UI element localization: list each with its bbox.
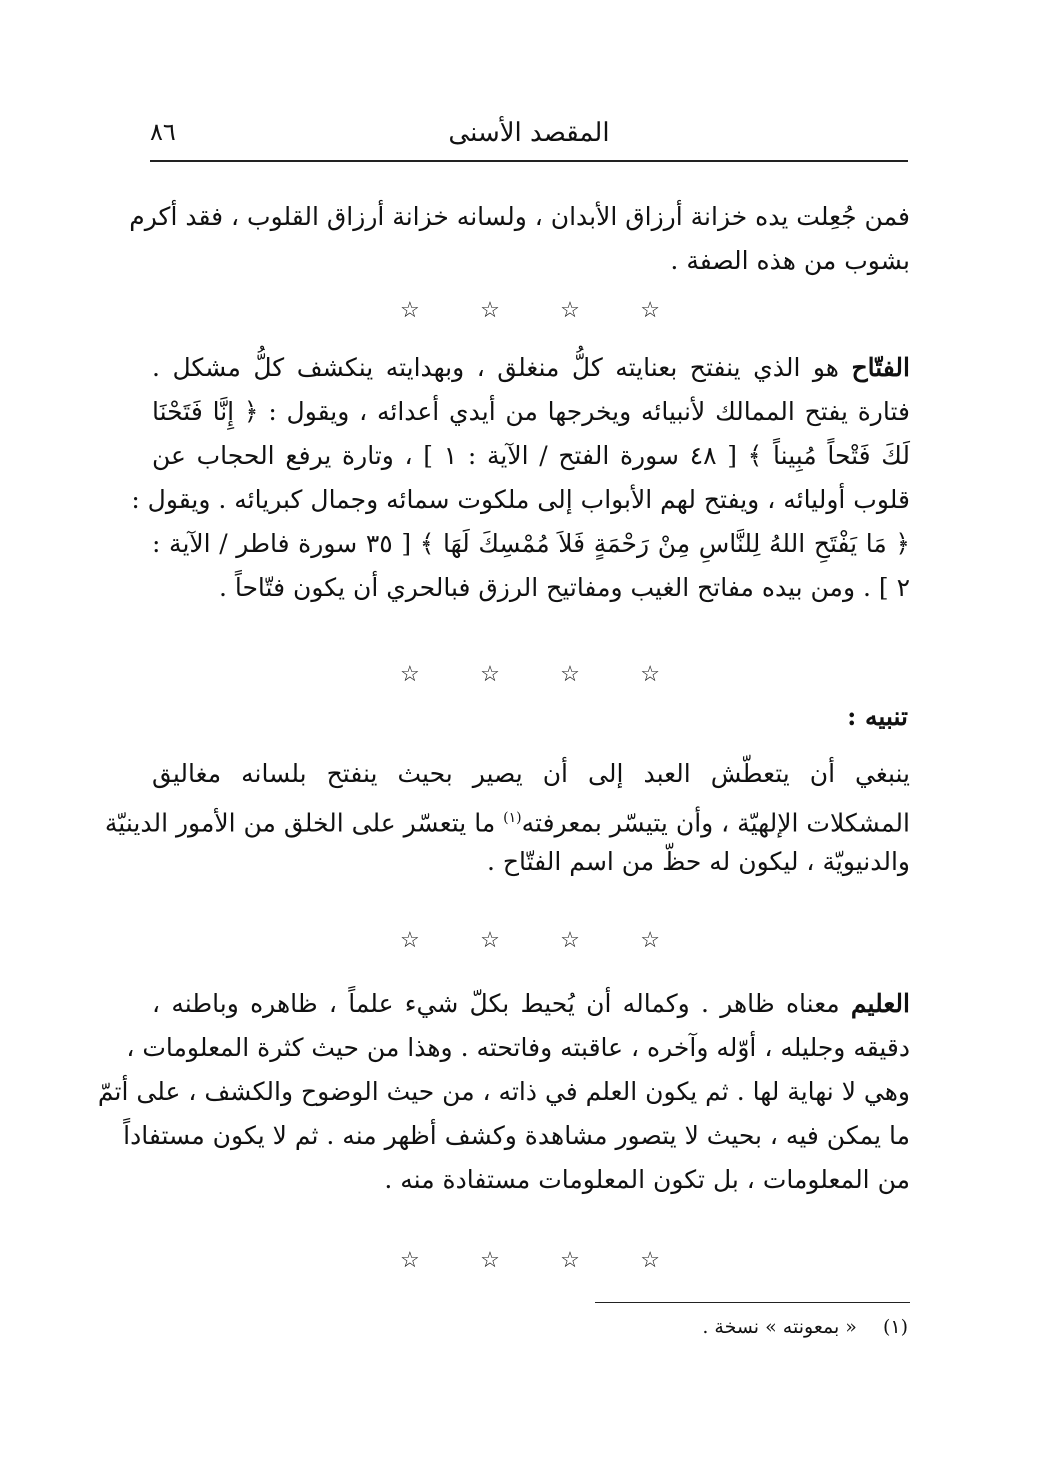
text-line: فتارة يفتح الممالك لأنبيائه ويخرجها من أيدي أعدائه ، ويقول : ﴿ إِنَّا فَتَحْنَا <box>152 397 910 426</box>
text-line: وهي لا نهاية لها . ثم يكون العلم في ذاته ، من حيث الوضوح والكشف ، على أتمّ <box>97 1077 910 1106</box>
text-line: والدنيويّة ، ليكون له حظّ من اسم الفتّاح . <box>486 847 910 876</box>
star-icon: ☆ <box>480 298 500 323</box>
footnote-reference: (١) <box>503 810 522 826</box>
paragraph-al-alim <box>97 982 910 1202</box>
section-separator <box>400 1250 660 1272</box>
paragraph-note <box>104 752 910 884</box>
page-number: ٨٦ <box>150 118 176 146</box>
header-rule <box>150 160 908 162</box>
paragraph-al-fattah <box>131 346 911 610</box>
star-icon: ☆ <box>640 298 660 323</box>
paragraph-intro <box>129 195 910 283</box>
star-icon: ☆ <box>400 1248 420 1273</box>
text-line: الفتّاح هو الذي ينفتح بعنايته كلُّ منغلق ، وبهدايته ينكشف كلُّ مشكل . <box>152 353 910 382</box>
page-header <box>150 118 908 160</box>
footnote <box>702 1316 908 1338</box>
text-line: ﴿ مَا يَفْتَحِ اللهُ لِلنَّاسِ مِنْ رَحْمَةٍ فَلاَ مُمْسِكَ لَهَا ﴾ [ ٣٥ سورة فاطر / الآية : <box>152 529 911 558</box>
star-icon: ☆ <box>560 1248 580 1273</box>
star-icon: ☆ <box>560 662 580 687</box>
text-line: المشكلات الإلهيّة ، وأن يتيسّر بمعرفته$^{(١)}$ ما يتعسّر على الخلق من الأمور الدينيّة <box>104 808 910 838</box>
section-separator <box>400 300 660 322</box>
star-icon: ☆ <box>400 662 420 687</box>
text-line: بشوب من هذه الصفة . <box>670 246 910 275</box>
star-icon: ☆ <box>480 662 500 687</box>
footnote-number: (١) <box>882 1316 908 1338</box>
star-icon: ☆ <box>640 662 660 687</box>
footnote-text: « بمعونته » نسخة . <box>702 1316 857 1338</box>
text-line: ينبغي أن يتعطّش العبد إلى أن يصير بحيث ينفتح بلسانه مغاليق <box>152 759 910 788</box>
star-icon: ☆ <box>400 928 420 953</box>
text-line: دقيقه وجليله ، أوّله وآخره ، عاقبته وفاتحته . وهذا من حيث كثرة المعلومات ، <box>126 1033 910 1062</box>
star-icon: ☆ <box>480 928 500 953</box>
section-separator <box>400 930 660 952</box>
note-heading: تنبيه : <box>847 702 908 731</box>
footnote-rule <box>595 1302 910 1303</box>
text-line: العليم معناه ظاهر . وكماله أن يُحيط بكلّ شيء علماً ، ظاهره وباطنه ، <box>152 989 910 1018</box>
star-icon: ☆ <box>640 1248 660 1273</box>
star-icon: ☆ <box>560 928 580 953</box>
text-line: ٢ ] . ومن بيده مفاتح الغيب ومفاتيح الرزق فبالحري أن يكون فتّاحاً . <box>218 573 910 602</box>
star-icon: ☆ <box>560 298 580 323</box>
text-line: لَكَ فَتْحاً مُبِيناً ﴾ [ ٤٨ سورة الفتح / الآية : ١ ] ، وتارة يرفع الحجاب عن <box>152 441 910 470</box>
section-separator <box>400 664 660 686</box>
term-heading: الفتّاح <box>851 353 910 382</box>
text-line: من المعلومات ، بل تكون المعلومات مستفادة منه . <box>384 1165 910 1194</box>
text-line: ما يمكن فيه ، بحيث لا يتصور مشاهدة وكشف أظهر منه . ثم لا يكون مستفاداً <box>123 1121 910 1150</box>
running-title: المقصد الأسنى <box>448 118 610 148</box>
star-icon: ☆ <box>400 298 420 323</box>
star-icon: ☆ <box>480 1248 500 1273</box>
text-line: قلوب أوليائه ، ويفتح لهم الأبواب إلى ملكوت سمائه وجمال كبريائه . ويقول : <box>131 485 910 514</box>
term-heading: العليم <box>850 989 910 1018</box>
star-icon: ☆ <box>640 928 660 953</box>
text-line: فمن جُعِلت يده خزانة أرزاق الأبدان ، ولسانه خزانة أرزاق القلوب ، فقد أكرم <box>129 202 910 231</box>
